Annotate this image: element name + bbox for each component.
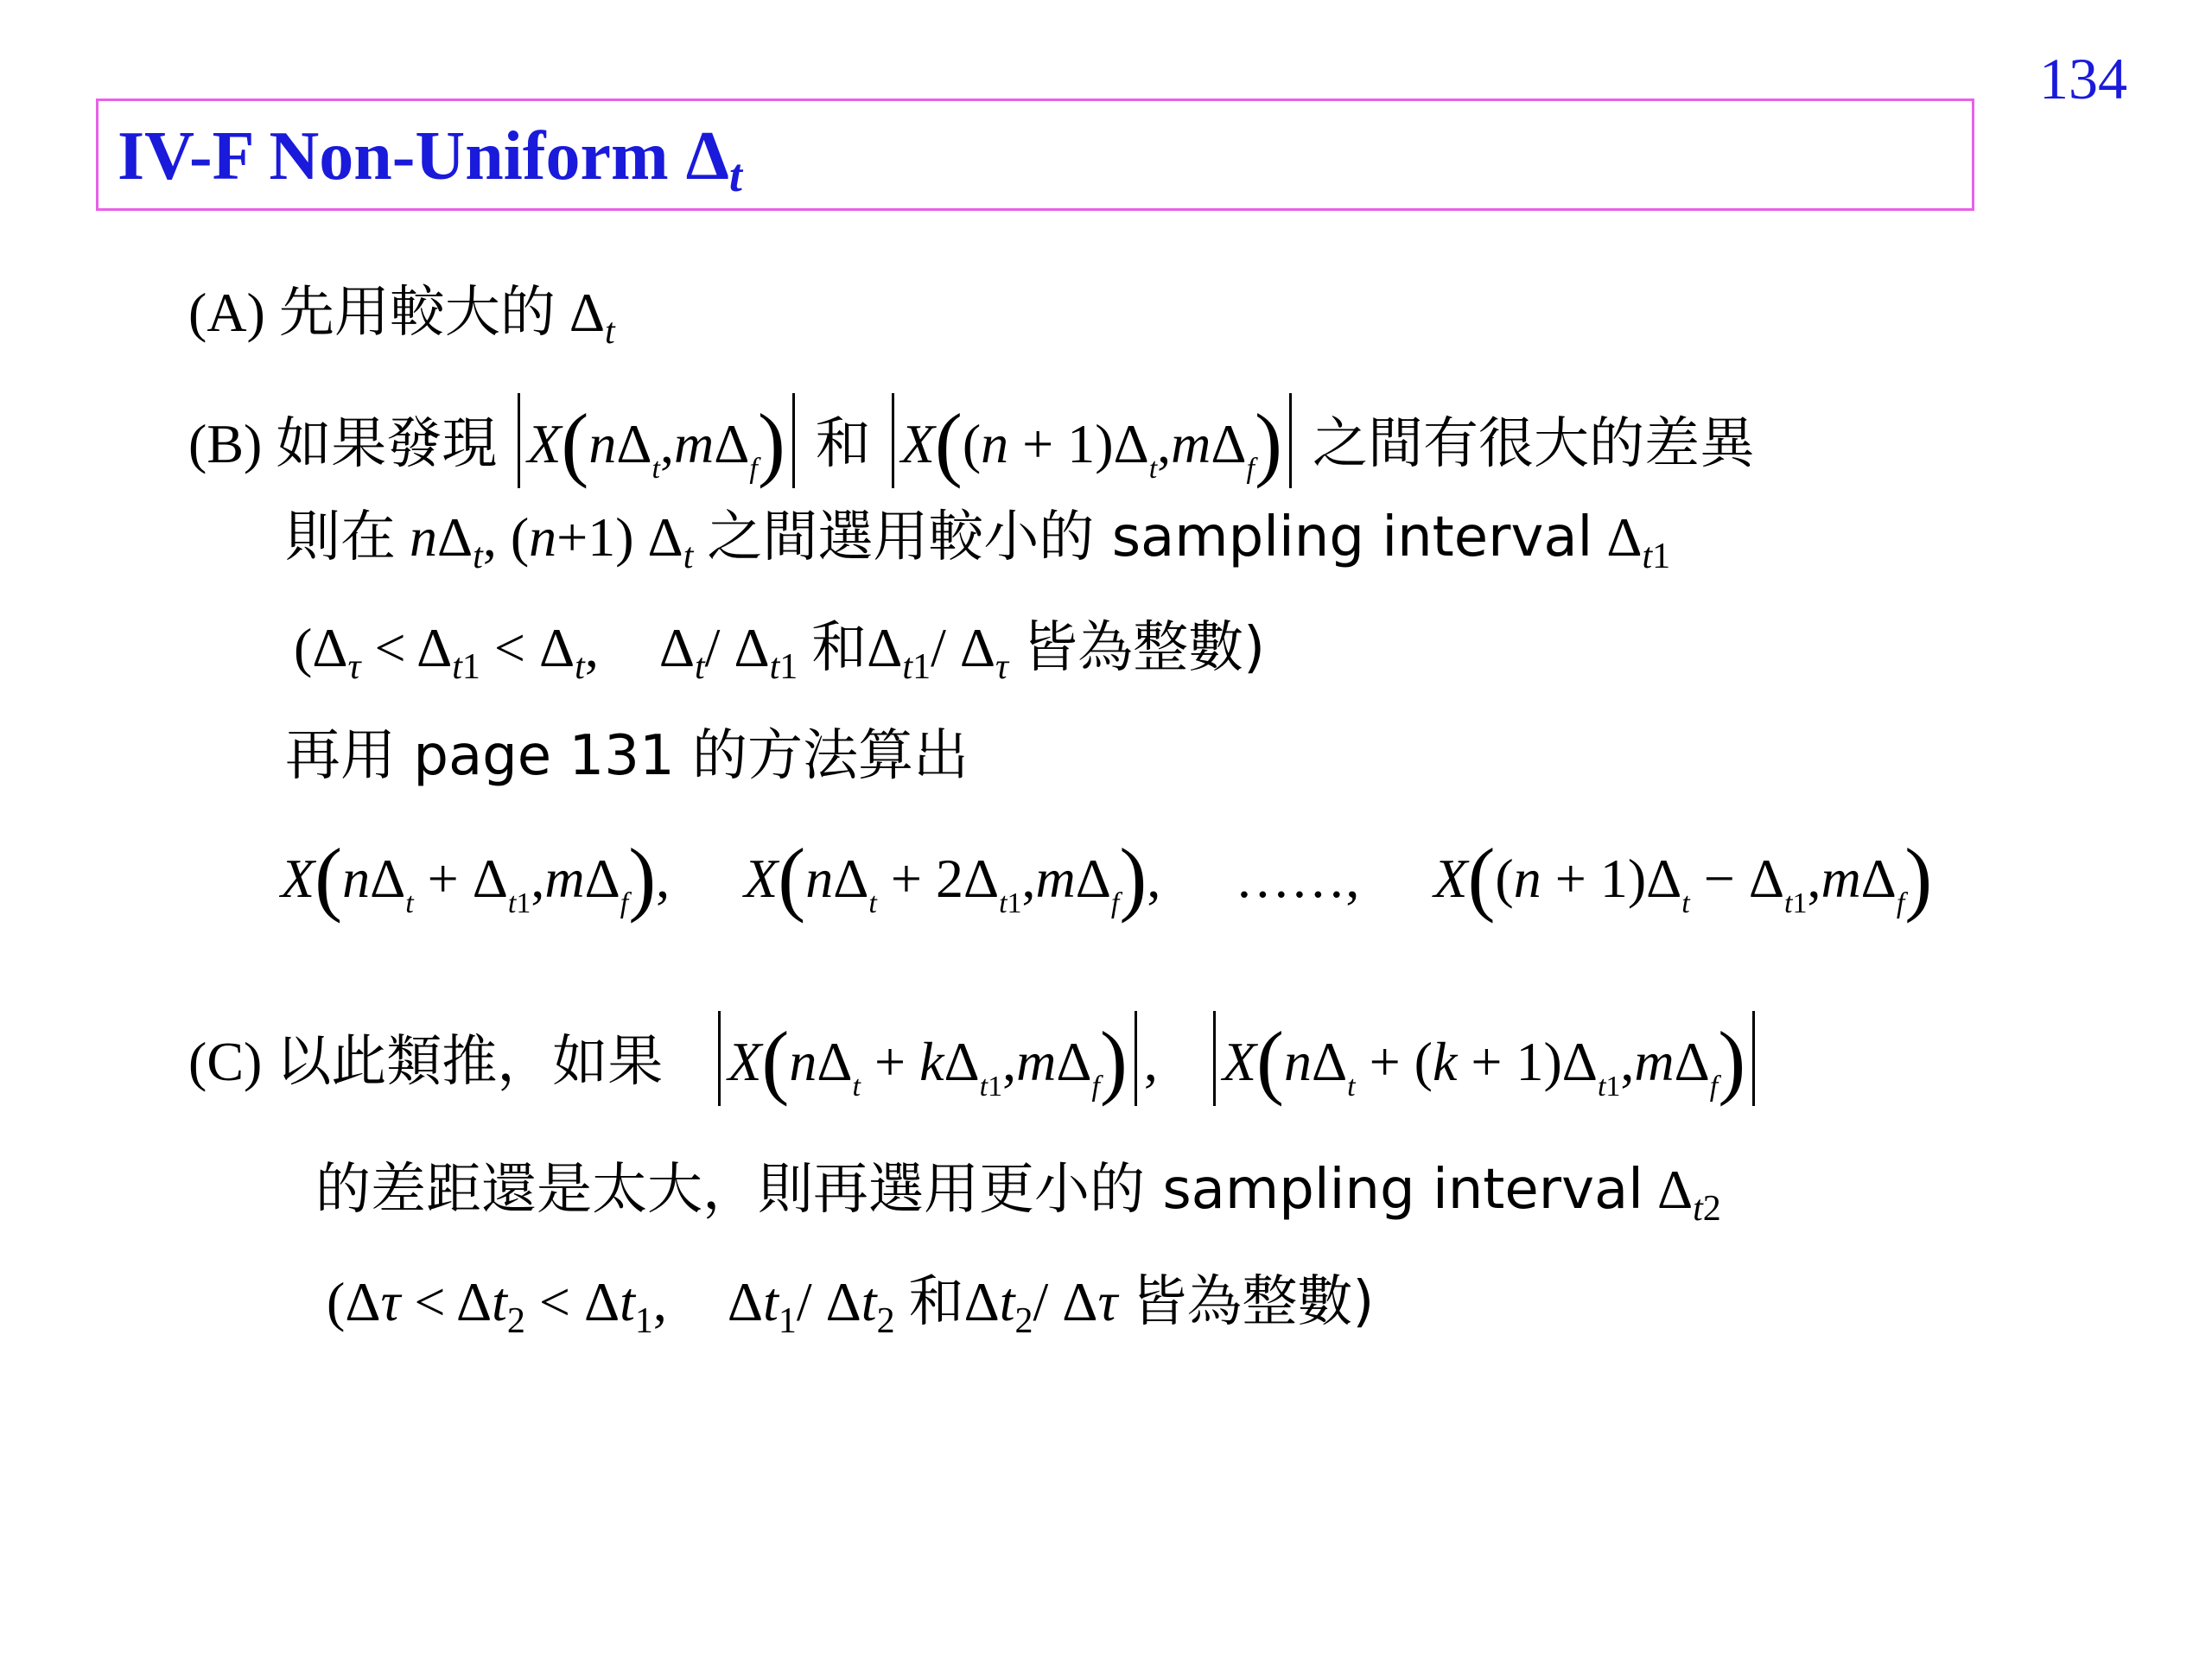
item-b-line3 bbox=[294, 616, 1266, 687]
formula-term-1: $X(n\Delta_t + \Delta_{t1},m\Delta_f)$, bbox=[281, 831, 671, 924]
item-b-label: (B) bbox=[188, 413, 263, 474]
item-c-line3 bbox=[327, 1270, 1375, 1341]
page-title bbox=[118, 118, 742, 202]
item-c-line3-math: ($\Delta\tau < \Delta t_2 < \Delta t_1$, $\Delta t_1/$ $\Delta t_2$ bbox=[327, 1271, 895, 1341]
item-c-line2-delta: $\Delta_{t2}$ bbox=[1656, 1159, 1721, 1229]
item-b-line3-math: ($\Delta_\tau < \Delta_{t1} < \Delta_t$, $\Delta_t/$ $\Delta_{t1}$ bbox=[294, 617, 798, 687]
item-b-and: 和 bbox=[815, 412, 871, 476]
item-b-line3-math2: $\Delta_{t1}/$ $\Delta_\tau$ bbox=[867, 617, 1009, 687]
item-a bbox=[188, 281, 615, 352]
item-b-line2-mid: 之間選用較小的 sampling interval bbox=[707, 505, 1593, 569]
item-c-line3-and: 和 bbox=[908, 1270, 964, 1334]
item-c-line3-math2: $\Delta t_2/$ Δτ bbox=[963, 1271, 1118, 1341]
item-b-formula1: $X(n\Delta_t,m\Delta_f)$ bbox=[511, 413, 801, 474]
item-b-line4 bbox=[285, 724, 969, 788]
formula-dots: ……, bbox=[1235, 848, 1360, 909]
item-b-text1: 如果發現 bbox=[276, 412, 498, 476]
item-c-text: 以此類推，如果 bbox=[276, 1030, 664, 1094]
item-b-line4-text: 再用 page 131 的方法算出 bbox=[285, 724, 969, 788]
item-a-text: 先用較大的 bbox=[278, 281, 556, 345]
item-a-math: $\Delta_t$ bbox=[569, 282, 615, 352]
item-a-label: (A) bbox=[188, 282, 265, 343]
item-b-line3-end: 皆為整數) bbox=[1022, 616, 1266, 680]
item-c bbox=[188, 1011, 1762, 1106]
item-b-formula-line bbox=[281, 831, 1933, 924]
item-c-line2-text: 的差距還是太大，則再選用更小的 sampling interval bbox=[315, 1158, 1643, 1222]
item-b bbox=[188, 393, 1755, 488]
item-b-line2 bbox=[285, 505, 1671, 576]
formula-term-3: $X((n + 1)\Delta_t - \Delta_{t1},m\Delta_f)$ bbox=[1433, 831, 1933, 924]
item-b-line2-delta: $\Delta_{t1}$ bbox=[1606, 506, 1671, 576]
title-main: IV-F Non-Uniform Δ bbox=[118, 118, 729, 194]
item-c-formula1: $X(n\Delta_t + k\Delta_{t1},m\Delta_f)$ , bbox=[711, 1031, 1158, 1092]
item-c-label: (C) bbox=[188, 1031, 263, 1092]
item-c-line3-end: 皆為整數) bbox=[1131, 1270, 1375, 1334]
formula-term-2: $X(n\Delta_t + 2\Delta_{t1},m\Delta_f)$, bbox=[744, 831, 1161, 924]
item-b-line2-pre: 則在 bbox=[285, 505, 396, 569]
item-b-line2-math: $n\Delta_t$, (n+1) $\Delta_t$ bbox=[410, 506, 694, 576]
item-c-formula2: $X(n\Delta_t + (k + 1)\Delta_{t1},m\Delta_f)$ bbox=[1206, 1031, 1762, 1092]
title-subscript: t bbox=[728, 149, 742, 201]
item-c-line2 bbox=[315, 1158, 1721, 1229]
page-number: 134 bbox=[2039, 46, 2127, 111]
item-b-line3-and: 和 bbox=[811, 616, 868, 680]
item-b-formula2: $X((n + 1)\Delta_t,m\Delta_f)$ bbox=[885, 413, 1299, 474]
item-b-text2: 之間有很大的差異 bbox=[1312, 412, 1755, 476]
